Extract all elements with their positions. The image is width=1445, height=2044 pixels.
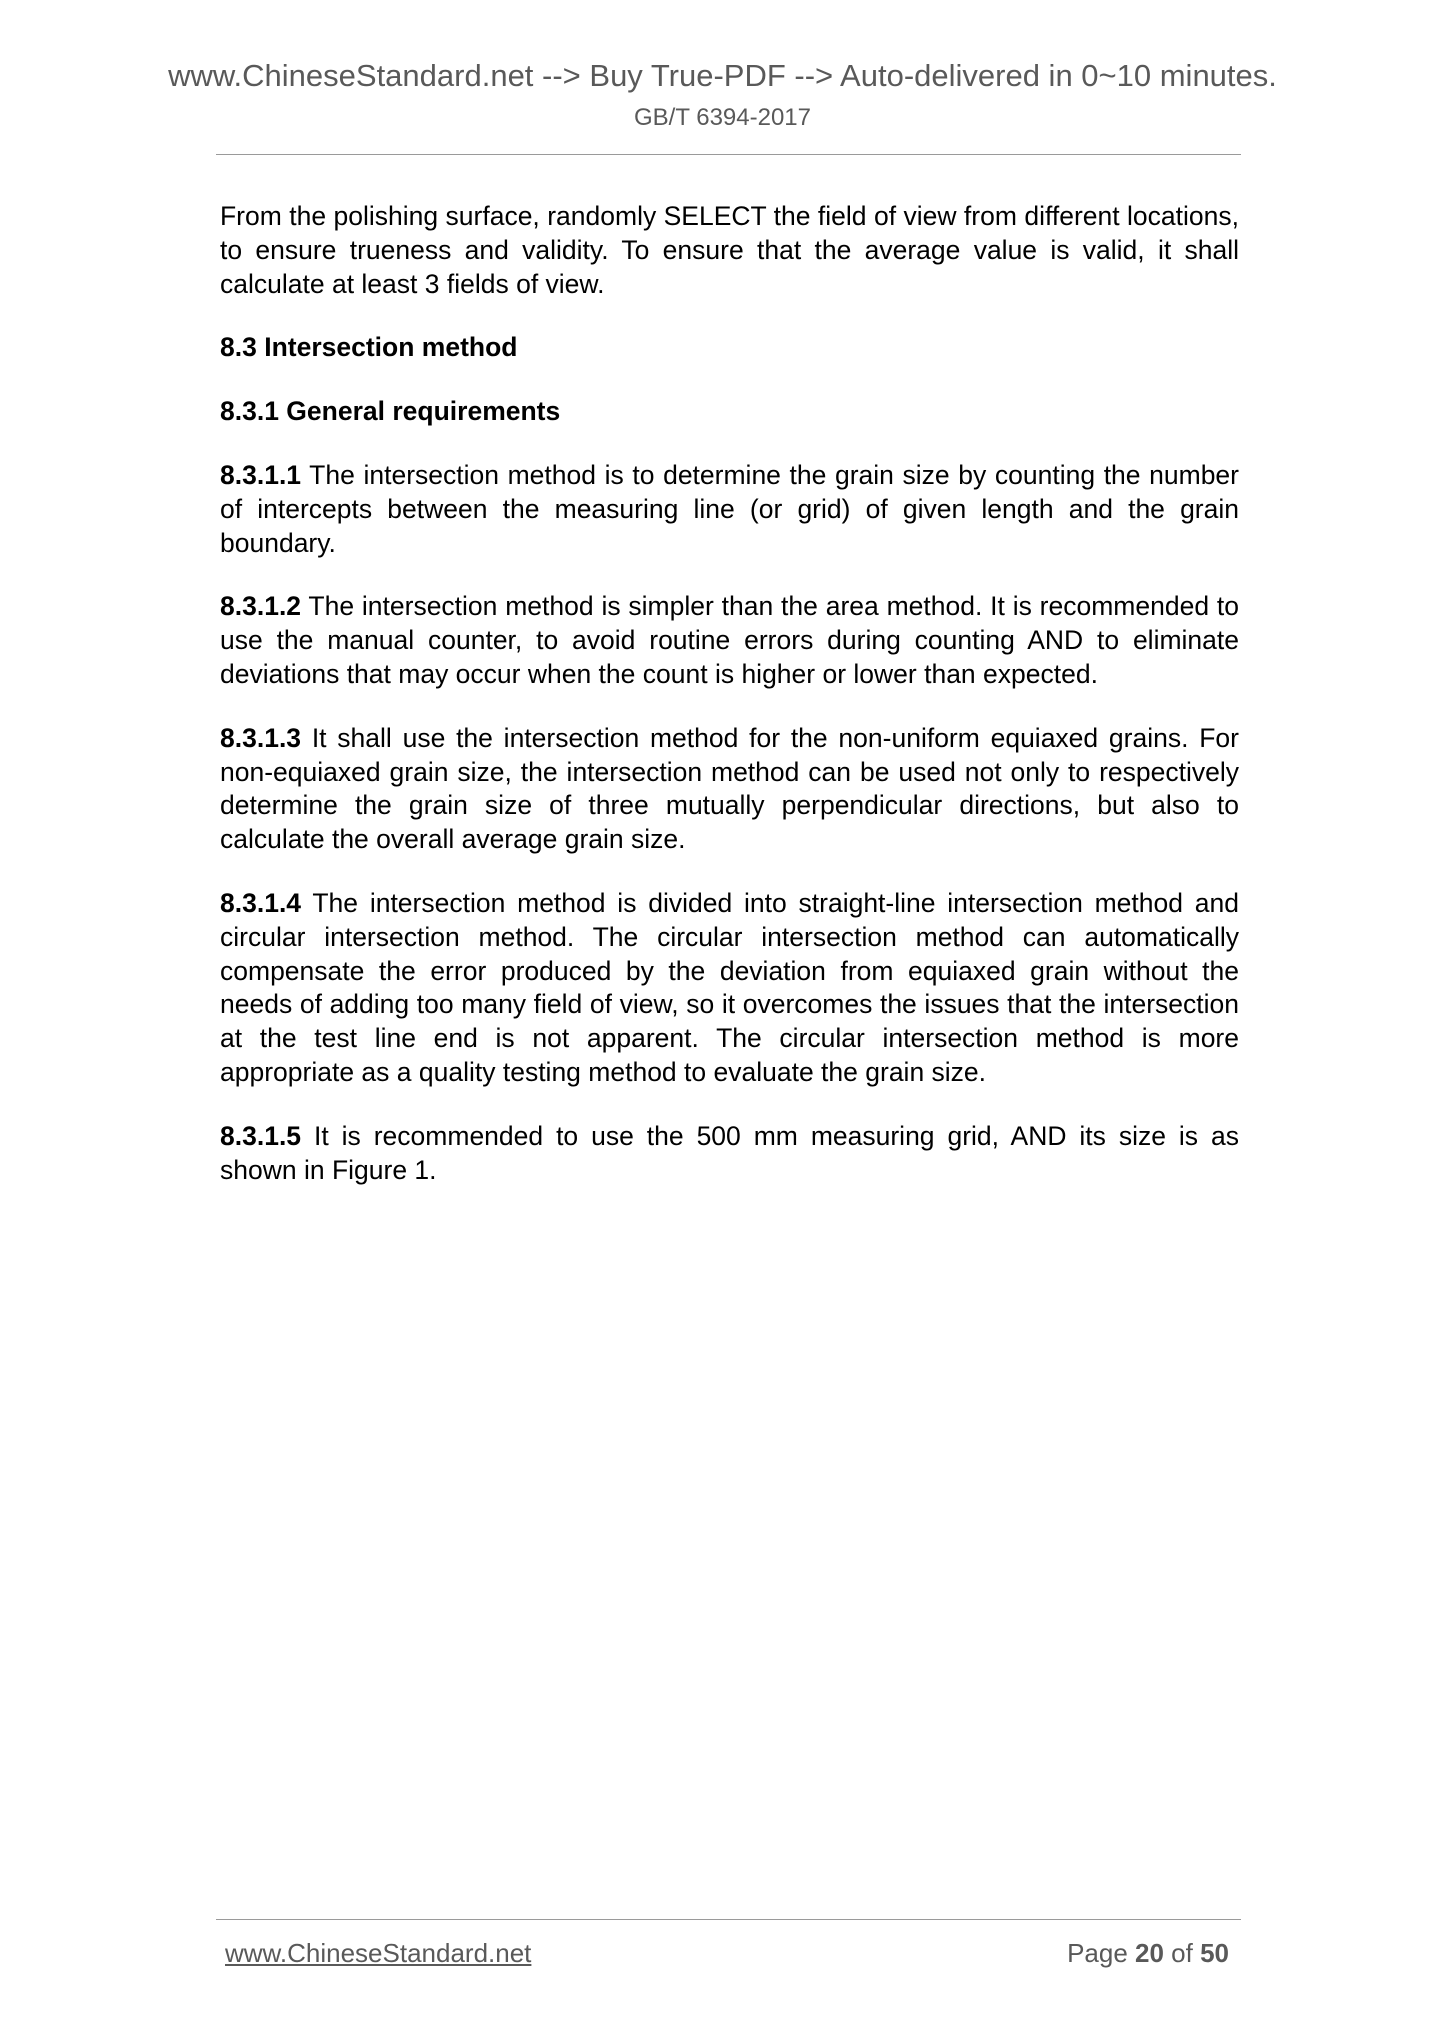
clause-text: The intersection method is divided into straight-line intersection method and circular intersection method. The circular intersection method can automatically compensate the error produced by the deviation from equiaxed grain without the needs of adding too many field of view, so it overcomes the issues that the intersection at the test line end is not apparent. The circular intersection method is more appropriate as a quality testing method to evaluate the grain size.	[220, 887, 1239, 1087]
clause-8-3-1-2	[220, 590, 1239, 691]
clause-8-3-1-1	[220, 459, 1239, 560]
intro-paragraph: From the polishing surface, randomly SELECT the field of view from different locations, to ensure trueness and validity. To ensure that the average value is valid, it shall calculate at least 3 fields of view.	[220, 201, 1239, 299]
clause-number: 8.3.1.2	[220, 591, 302, 622]
page-content	[220, 200, 1239, 1217]
footer-website-link[interactable]: www.ChineseStandard.net	[225, 1938, 532, 1968]
clause-8-3-1-5	[220, 1120, 1239, 1188]
clause-text: The intersection method is to determine the grain size by counting the number of intercepts between the measuring line (or grid) of given length and the grain boundary.	[220, 459, 1239, 558]
section-heading: 8.3 Intersection method	[220, 332, 518, 363]
subsection-heading: 8.3.1 General requirements	[220, 396, 561, 427]
clause-text: It is recommended to use the 500 mm measuring grid, AND its size is as shown in Figure 1.	[220, 1120, 1239, 1185]
clause-text: It shall use the intersection method for the non-uniform equiaxed grains. For non-equiaxed grain size, the intersection method can be used not only to respectively determine the grain size of three mutually perpendicular directions, but also to calculate the overall average grain size.	[220, 722, 1239, 855]
clause-number: 8.3.1.1	[220, 459, 302, 490]
clause-number: 8.3.1.4	[220, 887, 302, 918]
page-indicator	[1067, 1938, 1229, 1968]
header-banner: www.ChineseStandard.net --> Buy True-PDF --> Auto-delivered in 0~10 minutes.	[168, 58, 1277, 93]
clause-text: The intersection method is simpler than the area method. It is recommended to use the manual counter, to avoid routine errors during counting AND to eliminate deviations that may occur when the count is higher or lower than expected.	[220, 591, 1239, 689]
clause-8-3-1-4	[220, 887, 1239, 1090]
page-prefix: Page	[1067, 1938, 1136, 1968]
header-divider	[216, 154, 1241, 155]
document-number: GB/T 6394-2017	[633, 104, 811, 131]
clause-number: 8.3.1.3	[220, 722, 302, 753]
footer-divider	[216, 1919, 1241, 1920]
page-current: 20	[1135, 1938, 1164, 1968]
clause-number: 8.3.1.5	[220, 1120, 302, 1151]
clause-8-3-1-3	[220, 722, 1239, 857]
page-total: 50	[1200, 1938, 1229, 1968]
page-of: of	[1163, 1938, 1201, 1968]
